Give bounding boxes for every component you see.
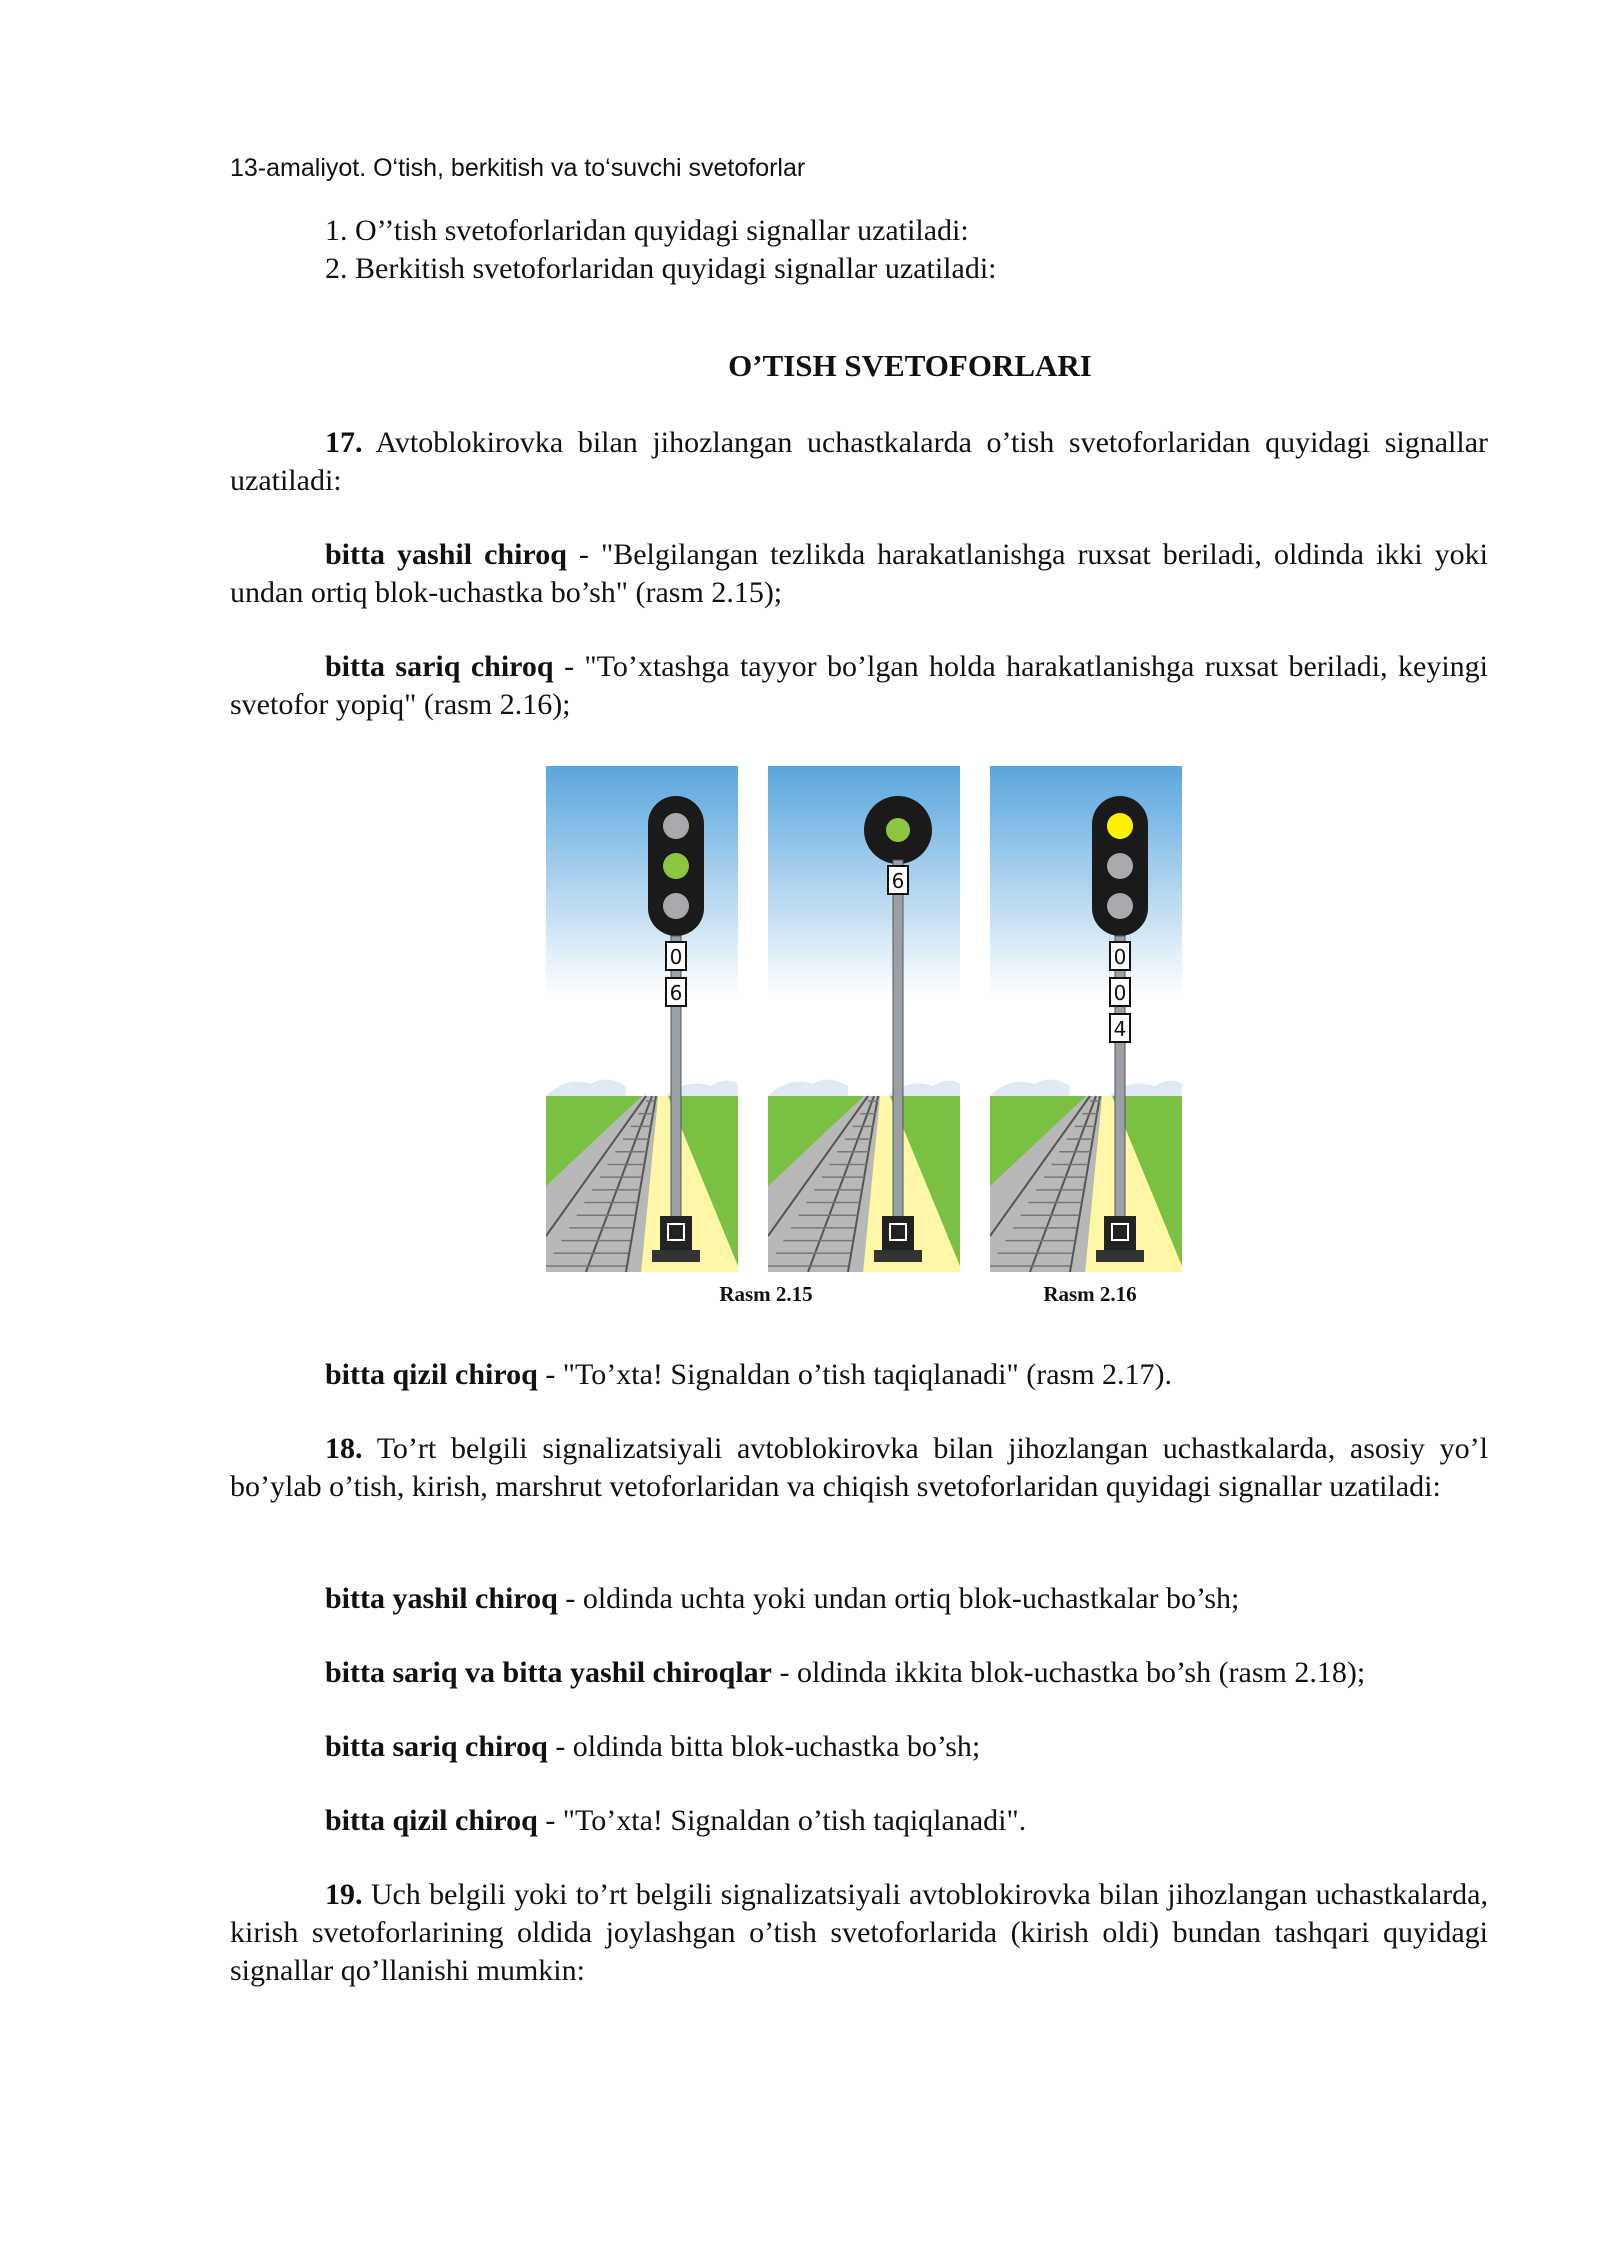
paragraph-yellow-light [230,648,1488,724]
plate-number: 0 [669,945,683,969]
paragraph-text: To’rt belgili signalizatsiyali avtoblokirovka bilan jihozlangan uchastkalarda, asosiy yo’l bo’ylab o’tish, kirish, marshrut vetoforlaridan va chiqish svetoforlaridan quyidagi signallar uzatiladi: [230,1432,1488,1503]
signal-illustration [990,766,1182,1272]
term-text: - "To’xta! Signaldan o’tish taqiqlanadi" (rasm 2.17). [537,1358,1173,1391]
paragraph-text: Avtoblokirovka bilan jihozlangan uchastkalarda o’tish svetoforlaridan quyidagi signallar uzatiladi: [230,426,1488,497]
signal-figure [546,760,1196,1320]
plate-number: 4 [1113,1017,1127,1041]
term-bold: bitta sariq va bitta yashil chiroqlar [325,1656,772,1689]
term-bold: bitta qizil chiroq [325,1804,538,1837]
signal-lamp [1107,853,1133,879]
paragraph-red-light [230,1356,1488,1394]
list-item [230,1654,1488,1692]
signal-lamp [886,818,910,842]
list-item-2: 2. Berkitish svetoforlaridan quyidagi signallar uzatiladi: [325,252,997,285]
signal-mast [893,860,903,1236]
term-bold: bitta sariq chiroq [325,1730,548,1763]
plate-number: 6 [891,869,905,893]
paragraph-number: 19. [325,1878,363,1911]
signal-base [660,1216,692,1250]
term-bold: bitta yashil chiroq [325,538,567,571]
plate-number: 0 [1113,981,1127,1005]
paragraph-17 [230,424,1488,500]
section-heading: O’TISH SVETOFORLARI [728,348,1092,383]
term-text: - oldinda bitta blok-uchastka bo’sh; [547,1730,981,1763]
figure-caption: Rasm 2.15 [719,1282,813,1306]
plate-number: 0 [1113,945,1127,969]
signal-panel [768,766,960,1272]
paragraph-number: 17. [325,426,363,459]
page-header: 13-amaliyot. O‘tish, berkitish va to‘suvchi svetoforlar [230,154,806,182]
term-text: - "Belgilangan tezlikda harakatlanishga ruxsat beriladi, oldinda ikki yoki undan ortiq blok-uchastka bo’sh" (rasm 2.15); [230,538,1488,609]
signal-base [1104,1216,1136,1250]
signal-lamp [663,893,689,919]
signal-lamp [1107,813,1133,839]
signal-illustration [768,766,960,1272]
signal-foot [1096,1250,1144,1262]
term-text: - oldinda ikkita blok-uchastka bo’sh (rasm 2.18); [771,1656,1366,1689]
plate-number: 6 [669,981,683,1005]
list-item [230,1728,1488,1766]
term-bold: bitta sariq chiroq [325,650,554,683]
signal-illustration [546,766,738,1272]
term-text: - "To’xtashga tayyor bo’lgan holda harakatlanishga ruxsat beriladi, keyingi svetofor yopiq" (rasm 2.16); [230,650,1488,721]
paragraph-19 [230,1876,1488,1990]
signal-foot [874,1250,922,1262]
term-text: - oldinda uchta yoki undan ortiq blok-uchastkalar bo’sh; [557,1582,1240,1615]
term-bold: bitta yashil chiroq [325,1582,558,1615]
paragraph-text: Uch belgili yoki to’rt belgili signalizatsiyali avtoblokirovka bilan jihozlangan uchastkalarda, kirish svetoforlarining oldida joylashgan o’tish svetoforlarida (kirish oldi) bundan tashqari quyidagi signallar qo’llanishi mumkin: [230,1878,1488,1987]
list-item [230,1802,1488,1840]
signal-lamp [663,853,689,879]
sky [768,766,960,1096]
signal-panel [990,766,1182,1272]
term-text: - "To’xta! Signaldan o’tish taqiqlanadi". [537,1804,1027,1837]
signal-lamp [663,813,689,839]
signal-base [882,1216,914,1250]
sky [546,766,738,1096]
figure-caption: Rasm 2.16 [1043,1282,1137,1306]
paragraph-green-light [230,536,1488,612]
intro-list [325,212,997,288]
list-item-1: 1. O’’tish svetoforlaridan quyidagi signallar uzatiladi: [325,214,969,247]
term-bold: bitta qizil chiroq [325,1358,538,1391]
list-item [230,1580,1488,1618]
paragraph-18 [230,1430,1488,1506]
signal-panel [546,766,738,1272]
signal-lamp [1107,893,1133,919]
paragraph-number: 18. [325,1432,363,1465]
sky [990,766,1182,1096]
signal-foot [652,1250,700,1262]
